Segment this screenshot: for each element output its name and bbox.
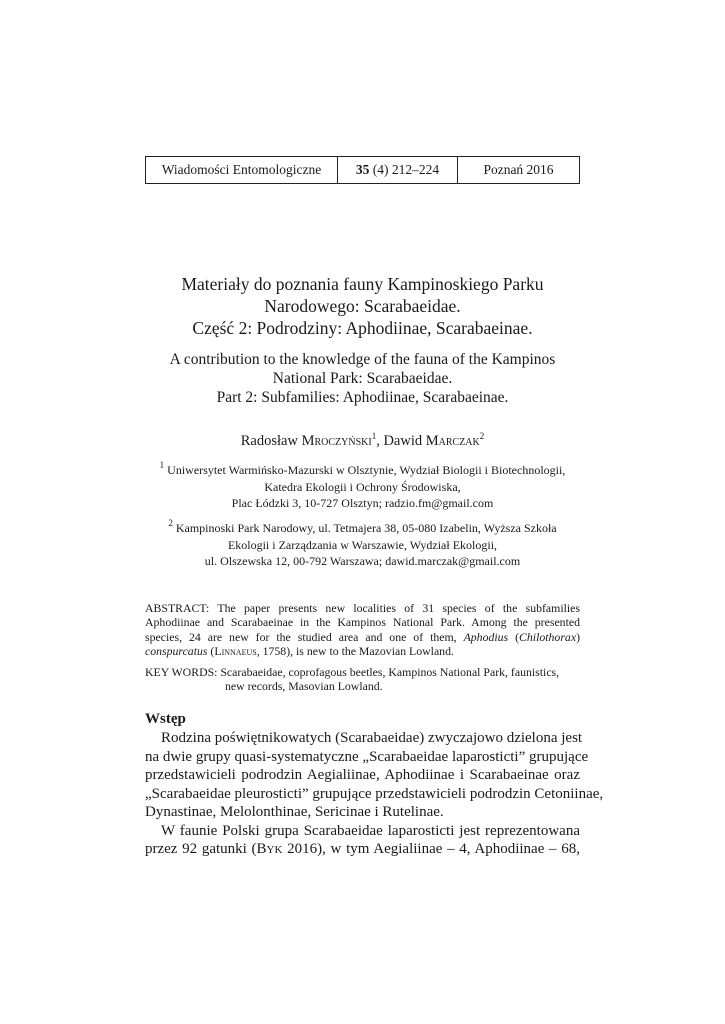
taxon-author: Linnaeus	[214, 643, 257, 658]
title-polish-line: Część 2: Podrodziny: Aphodiinae, Scarabaeinae.	[192, 318, 533, 338]
abstract-line	[145, 630, 580, 644]
journal-header-table	[145, 156, 580, 184]
title-polish-line: Materiały do poznania fauny Kampinoskiego Parku	[181, 274, 544, 294]
paren-open: (	[508, 629, 520, 644]
paragraph-line: przedstawicieli podrodzin Aegialiinae, Aphodiinae i Scarabaeinae oraz	[145, 767, 580, 783]
authors-line	[100, 432, 625, 450]
genus-name: Aphodius	[463, 629, 509, 644]
author1-last-name: Mroczyński	[301, 433, 372, 449]
title-english-line: National Park: Scarabaeidae.	[272, 370, 453, 387]
abstract-text: , 1758), is new to the Mazovian Lowland.	[256, 643, 454, 658]
affiliation-1-line: Uniwersytet Warmińsko-Mazurski w Olsztynie, Wydział Biologii i Biotechnologii,	[164, 463, 566, 477]
title-polish-line: Narodowego: Scarabaeidae.	[264, 296, 461, 316]
abstract-line	[145, 644, 580, 658]
affiliation-2-line: ul. Olszewska 12, 00-792 Warszawa; dawid.marczak@gmail.com	[204, 554, 521, 568]
keywords	[145, 665, 580, 694]
keywords-line: KEY WORDS: Scarabaeidae, coprofagous beetles, Kampinos National Park, faunistics,	[145, 665, 560, 679]
cited-author: Byk	[256, 841, 283, 857]
author1-first-name: Radosław	[240, 433, 302, 449]
section-heading: Wstęp	[145, 711, 186, 727]
title-english-line: A contribution to the knowledge of the fauna of the Kampinos	[169, 351, 556, 368]
title-polish	[100, 273, 625, 339]
author2-affil-mark: 2	[479, 431, 485, 441]
volume-number: 35	[355, 162, 370, 177]
author2-last-name: Marczak	[425, 433, 480, 449]
paragraph-line: Rodzina poświętnikowatych (Scarabaeidae) zwyczajowo dzielona jest	[161, 730, 583, 746]
paren-close: )	[576, 629, 580, 644]
journal-name: Wiadomości Entomologiczne	[146, 157, 338, 183]
affiliation-1	[120, 462, 605, 512]
paren-open: (	[207, 643, 215, 658]
affiliation-1-line: Plac Łódzki 3, 10-727 Olsztyn; radzio.fm@gmail.com	[231, 496, 494, 510]
volume-issue-pages	[338, 157, 458, 183]
abstract-line: Aphodiinae and Scarabaeinae in the Kampinos National Park. Among the presented	[145, 615, 580, 630]
abstract-line: ABSTRACT: The paper presents new localities of 31 species of the subfamilies	[145, 601, 580, 615]
affiliation-1-mark: 1	[159, 460, 165, 470]
abstract-text: species, 24 are new for the studied area and one of them,	[145, 629, 464, 644]
paragraph-line: na dwie grupy quasi-systematyczne „Scarabaeidae laparosticti” grupujące	[145, 748, 589, 765]
affiliation-2-line: Kampinoski Park Narodowy, ul. Tetmajera 38, 05-080 Izabelin, Wyższa Szkoła	[172, 521, 557, 535]
issue-pages: (4) 212–224	[369, 162, 440, 177]
place-year: Poznań 2016	[483, 162, 554, 177]
affiliation-2-mark: 2	[168, 518, 173, 528]
paragraph-text: 2016), w tym Aegialiinae – 4, Aphodiinae – 68,	[282, 841, 580, 857]
title-english-line: Part 2: Subfamilies: Aphodiinae, Scarabaeinae.	[216, 389, 509, 406]
body-text	[145, 729, 604, 859]
abstract	[145, 601, 580, 658]
affiliation-2	[120, 520, 605, 570]
paragraph-line	[145, 840, 580, 859]
author1-affil-mark: 1	[371, 431, 377, 441]
title-english	[100, 350, 625, 407]
paragraph-line: W faunie Polski grupa Scarabaeidae laparosticti jest reprezentowana	[161, 822, 580, 839]
author-separator: , Dawid	[376, 433, 426, 449]
keywords-line: new records, Masovian Lowland.	[225, 679, 383, 694]
affiliation-1-line: Katedra Ekologii i Ochrony Środowiska,	[264, 479, 461, 494]
paragraph-text: przez 92 gatunki (	[145, 841, 257, 857]
subgenus-name: Chilothorax	[519, 629, 577, 644]
paragraph-line: „Scarabaeidae pleurosticti” grupujące przedstawicieli podrodzin Cetoniinae,	[145, 785, 604, 802]
paragraph-line: Dynastinae, Melolonthinae, Sericinae i Rutelinae.	[145, 804, 444, 820]
affiliation-2-line: Ekologii i Zarządzania w Warszawie, Wydział Ekologii,	[227, 537, 498, 552]
species-name: conspurcatus	[145, 643, 208, 658]
